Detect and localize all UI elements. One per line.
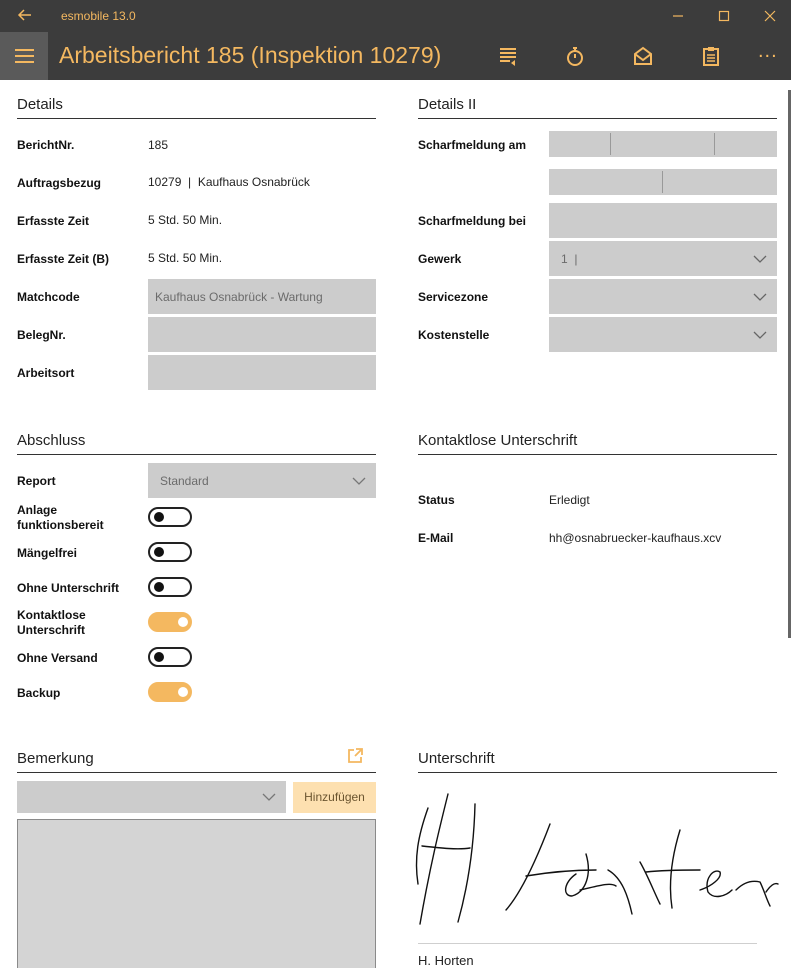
bemerkung-textarea[interactable] [17, 819, 376, 968]
ohne-unterschrift-label: Ohne Unterschrift [17, 581, 120, 595]
hamburger-menu-button[interactable] [0, 32, 48, 80]
gewerk-selected-value: 1 | [561, 252, 578, 266]
erfasste-zeit-b-value: 5 Std. 50 Min. [148, 251, 223, 265]
chevron-down-icon [753, 255, 767, 263]
details-ii-section-title: Details II [418, 96, 477, 113]
unterschrift-section-title: Unterschrift [418, 750, 495, 767]
stopwatch-icon[interactable] [563, 44, 587, 68]
signature-baseline [418, 943, 757, 944]
abschluss-divider [17, 454, 376, 455]
anlage-funktionsbereit-toggle[interactable] [148, 507, 192, 527]
matchcode-label: Matchcode [17, 290, 80, 304]
anlage-funktionsbereit-label: Anlage funktionsbereit [17, 503, 104, 532]
auftragsbezug-value[interactable]: 10279 | Kaufhaus Osnabrück [148, 175, 310, 189]
chevron-down-icon [262, 793, 276, 801]
matchcode-field[interactable] [148, 279, 376, 314]
report-selected-value: Standard [160, 474, 209, 488]
scharfmeldung-time-picker[interactable] [549, 169, 777, 195]
arbeitsort-field[interactable] [148, 355, 376, 390]
ohne-versand-toggle[interactable] [148, 647, 192, 667]
bemerkung-section-title: Bemerkung [17, 750, 94, 767]
hinzufuegen-button[interactable]: Hinzufügen [293, 782, 376, 813]
abschluss-section-title: Abschluss [17, 432, 86, 449]
gewerk-label: Gewerk [418, 252, 462, 266]
status-value: Erledigt [549, 493, 590, 507]
berichtnr-value: 185 [148, 138, 169, 152]
bemerkung-template-dropdown[interactable] [17, 781, 286, 813]
chevron-down-icon [753, 331, 767, 339]
kontaktlose-unterschrift-section-title: Kontaktlose Unterschrift [418, 432, 578, 449]
clipboard-icon[interactable] [699, 44, 723, 68]
details-divider [17, 118, 376, 119]
report-dropdown[interactable] [148, 463, 376, 498]
details-ii-divider [418, 118, 777, 119]
report-label: Report [17, 474, 56, 488]
ohne-unterschrift-toggle[interactable] [148, 577, 192, 597]
title-bar [0, 0, 791, 32]
minimize-icon[interactable] [668, 6, 688, 26]
backup-label: Backup [17, 686, 61, 700]
kostenstelle-dropdown[interactable] [549, 317, 777, 352]
details-section-title: Details [17, 96, 63, 113]
belegnr-field[interactable] [148, 317, 376, 352]
scharfmeldung-am-label: Scharfmeldung am [418, 138, 527, 152]
checklist-icon[interactable] [496, 44, 520, 68]
erfasste-zeit-label: Erfasste Zeit [17, 214, 90, 228]
mail-open-icon[interactable] [631, 44, 655, 68]
command-bar [0, 32, 791, 80]
backup-toggle[interactable] [148, 682, 192, 702]
email-label: E-Mail [418, 531, 454, 545]
kostenstelle-label: Kostenstelle [418, 328, 490, 342]
more-options-button[interactable]: ... [758, 40, 778, 62]
maengelfrei-toggle[interactable] [148, 542, 192, 562]
scharfmeldung-bei-field[interactable] [549, 203, 777, 238]
maximize-icon[interactable] [714, 6, 734, 26]
servicezone-dropdown[interactable] [549, 279, 777, 314]
berichtnr-label: BerichtNr. [17, 138, 75, 152]
servicezone-label: Servicezone [418, 290, 489, 304]
page-title: Arbeitsbericht 185 (Inspektion 10279) [59, 42, 442, 68]
signature-name: H. Horten [418, 953, 474, 968]
chevron-down-icon [352, 477, 366, 485]
kontaktlose-unterschrift-divider [418, 454, 777, 455]
close-icon[interactable] [760, 6, 780, 26]
kontaktlose-unterschrift-label: Kontaktlose Unterschrift [17, 608, 86, 637]
ohne-versand-label: Ohne Versand [17, 651, 98, 665]
back-arrow-icon[interactable] [16, 6, 34, 24]
gewerk-dropdown[interactable] [549, 241, 777, 276]
auftragsbezug-label: Auftragsbezug [17, 176, 101, 190]
status-label: Status [418, 493, 455, 507]
scharfmeldung-date-picker[interactable] [549, 131, 777, 157]
belegnr-label: BelegNr. [17, 328, 66, 342]
scharfmeldung-bei-label: Scharfmeldung bei [418, 214, 527, 228]
erfasste-zeit-b-label: Erfasste Zeit (B) [17, 252, 110, 266]
maengelfrei-label: Mängelfrei [17, 546, 78, 560]
kontaktlose-unterschrift-toggle[interactable] [148, 612, 192, 632]
arbeitsort-label: Arbeitsort [17, 366, 75, 380]
app-name: esmobile 13.0 [61, 9, 136, 23]
signature-image [410, 786, 780, 936]
email-value: hh@osnabruecker-kaufhaus.xcv [549, 531, 722, 545]
erfasste-zeit-value: 5 Std. 50 Min. [148, 213, 223, 227]
bemerkung-divider [17, 772, 376, 773]
external-link-icon[interactable] [347, 747, 364, 764]
chevron-down-icon [753, 293, 767, 301]
unterschrift-divider [418, 772, 777, 773]
matchcode-field-value: Kaufhaus Osnabrück - Wartung [155, 290, 323, 304]
